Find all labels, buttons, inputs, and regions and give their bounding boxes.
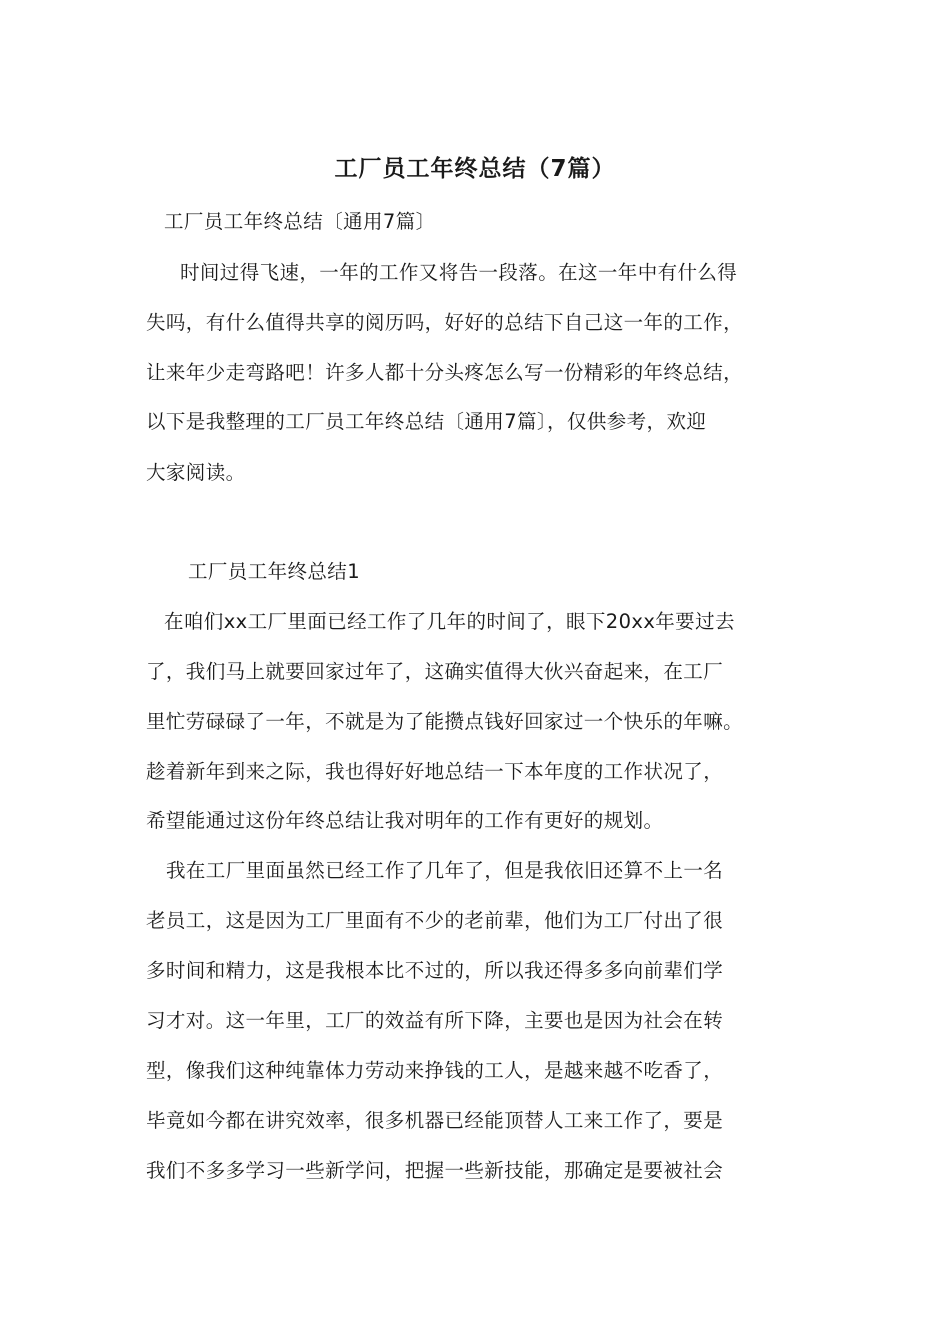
paragraph-line: 我在工厂里面虽然已经工作了几年了，但是我依旧还算不上一名 <box>166 859 724 882</box>
paragraph-line: 在咱们xx工厂里面已经工作了几年的时间了，眼下20xx年要过去 <box>164 610 735 633</box>
paragraph-line: 毕竟如今都在讲究效率，很多机器已经能顶替人工来工作了，要是 <box>146 1109 724 1132</box>
paragraph-line: 了，我们马上就要回家过年了，这确实值得大伙兴奋起来，在工厂 <box>146 660 724 683</box>
paragraph-line: 希望能通过这份年终总结让我对明年的工作有更好的规划。 <box>146 809 664 832</box>
intro-line: 失吗，有什么值得共享的阅历吗，好好的总结下自己这一年的工作， <box>146 311 744 334</box>
intro-line: 时间过得飞速，一年的工作又将告一段落。在这一年中有什么得 <box>180 261 738 284</box>
paragraph-line: 里忙劳碌碌了一年，不就是为了能攒点钱好回家过一个快乐的年嘛。 <box>146 710 744 733</box>
intro-line: 大家阅读。 <box>146 461 246 484</box>
section-heading: 工厂员工年终总结1 <box>188 560 361 583</box>
document-title: 工厂员工年终总结（7篇） <box>334 156 616 182</box>
paragraph-line: 我们不多多学习一些新学问，把握一些新技能，那确定是要被社会 <box>146 1159 724 1182</box>
paragraph-line: 型，像我们这种纯靠体力劳动来挣钱的工人，是越来越不吃香了， <box>146 1059 724 1082</box>
document-subtitle: 工厂员工年终总结〔通用7篇〕 <box>164 210 436 233</box>
paragraph-line: 习才对。这一年里，工厂的效益有所下降，主要也是因为社会在转 <box>146 1009 724 1032</box>
paragraph-line: 多时间和精力，这是我根本比不过的，所以我还得多多向前辈们学 <box>146 959 724 982</box>
paragraph-line: 老员工，这是因为工厂里面有不少的老前辈，他们为工厂付出了很 <box>146 909 724 932</box>
intro-line: 让来年少走弯路吧！许多人都十分头疼怎么写一份精彩的年终总结， <box>146 361 744 384</box>
paragraph-line: 趁着新年到来之际，我也得好好地总结一下本年度的工作状况了， <box>146 760 724 783</box>
intro-line: 以下是我整理的工厂员工年终总结〔通用7篇〕，仅供参考，欢迎 <box>146 410 707 433</box>
